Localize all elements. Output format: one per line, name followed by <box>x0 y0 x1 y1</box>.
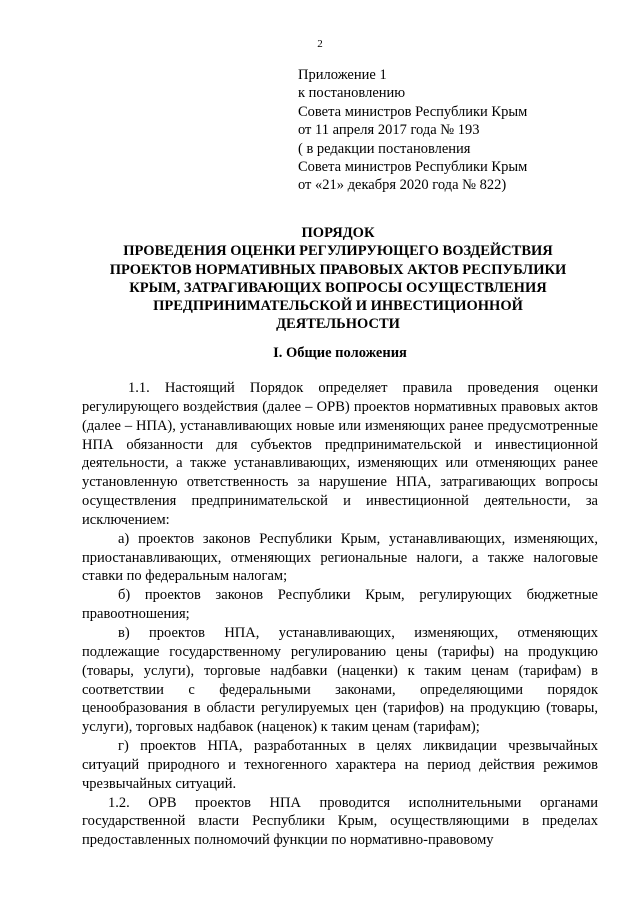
list-item-g: г) проектов НПА, разработанных в целях ликвидации чрезвычайных ситуаций природного и техногенного характера на период действия режимов чрезвычайных ситуаций. <box>82 738 598 792</box>
title-line: ПРОВЕДЕНИЯ ОЦЕНКИ РЕГУЛИРУЮЩЕГО ВОЗДЕЙСТВИЯ <box>123 243 553 260</box>
appendix-line: Совета министров Республики Крым <box>298 103 528 120</box>
appendix-line: Приложение 1 <box>298 67 387 83</box>
page-number: 2 <box>317 38 323 50</box>
list-item-v: в) проектов НПА, устанавливающих, изменяющих, отменяющих подлежащие государственному регулированию цены (тарифы) на продукцию (товары, услуги), торговые надбавки (наценки) к таким ценам (тарифам) в соответствии с федеральными законами, определяющими порядок ценообразования в области регулируемых цен (тарифов) на продукцию (товары, услуги), торговых надбавок (наценок) к таким ценам (тарифам); <box>82 624 598 736</box>
section-heading: I. Общие положения <box>273 345 407 361</box>
document-title <box>100 224 576 334</box>
title-line: ПРОЕКТОВ НОРМАТИВНЫХ ПРАВОВЫХ АКТОВ РЕСПУБЛИКИ <box>109 261 567 278</box>
paragraph-1-2: 1.2. ОРВ проектов НПА проводится исполнительными органами государственной власти Республики Крым, осуществляющими в пределах предоставленных полномочий функции по нормативно-правовому <box>82 794 598 849</box>
title-line: ДЕЯТЕЛЬНОСТИ <box>276 316 400 333</box>
title-line: ПРЕДПРИНИМАТЕЛЬСКОЙ И ИНВЕСТИЦИОННОЙ <box>153 298 523 315</box>
title-line: ПОРЯДОК <box>301 225 375 241</box>
appendix-line: к постановлению <box>298 85 406 102</box>
appendix-line: от «21» декабря 2020 года № 822) <box>298 177 507 194</box>
body-text <box>82 379 598 850</box>
list-item-b: б) проектов законов Республики Крым, регулирующих бюджетные правоотношения; <box>82 587 598 623</box>
title-line: КРЫМ, ЗАТРАГИВАЮЩИХ ВОПРОСЫ ОСУЩЕСТВЛЕНИЯ <box>129 279 547 296</box>
appendix-line: от 11 апреля 2017 года № 193 <box>298 122 480 139</box>
paragraph-1-1: 1.1. Настоящий Порядок определяет правила проведения оценки регулирующего воздействия (далее – ОРВ) проектов нормативных правовых актов (далее – НПА), устанавливающих новые или изменяющих ранее предусмотренные НПА обязанности для субъектов предпринимательской и инвестиционной деятельности, а также устанавливающих, изменяющих или отменяющих ранее установленную ответственность за нарушение НПА, затрагивающих вопросы осуществления предпринимательской и инвестиционной деятельности, за исключением: <box>82 380 598 528</box>
appendix-line: Совета министров Республики Крым <box>298 159 528 176</box>
list-item-a: а) проектов законов Республики Крым, устанавливающих, изменяющих, приостанавливающих, отменяющих региональные налоги, а также налоговые ставки по федеральным налогам; <box>82 530 598 585</box>
appendix-line: ( в редакции постановления <box>298 140 471 157</box>
appendix-block <box>298 66 618 195</box>
